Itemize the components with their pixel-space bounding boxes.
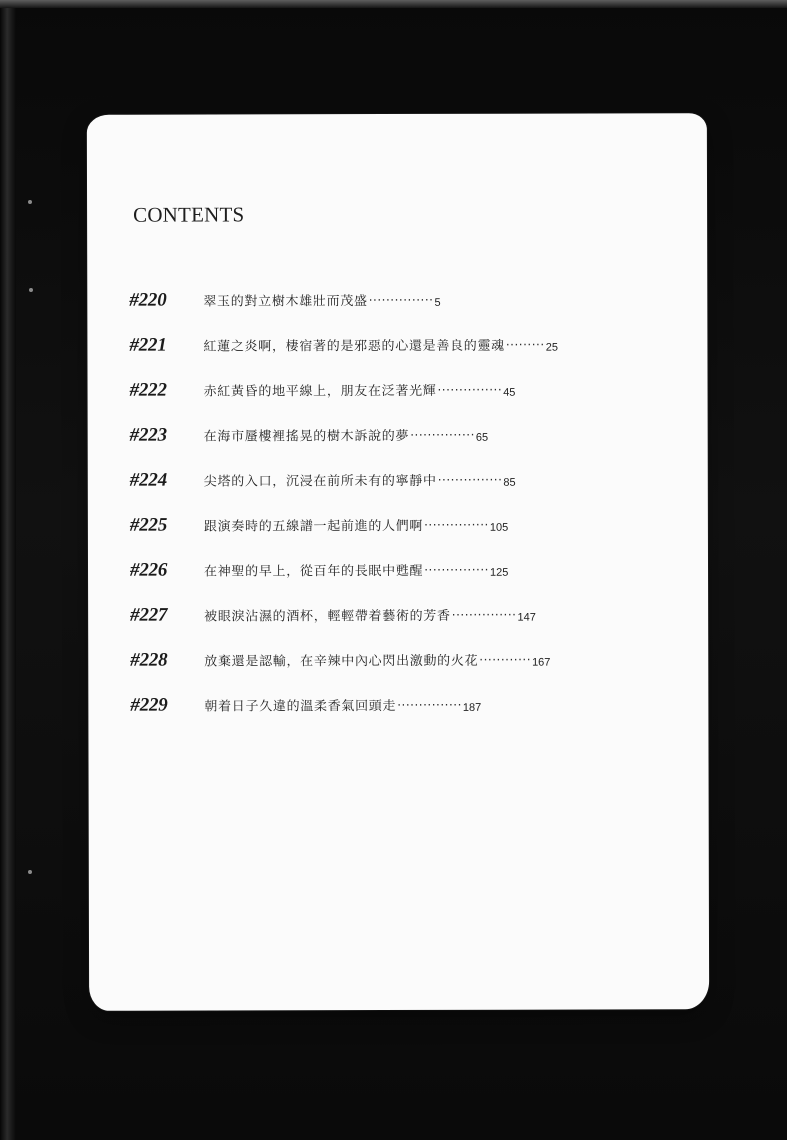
- toc-entry-225: [130, 501, 675, 547]
- chapter-number: #226: [129, 559, 168, 581]
- toc-entry-221: [129, 321, 674, 367]
- chapter-page-number: 5: [434, 296, 441, 309]
- chapter-title: 被眼淚沾濕的酒杯，輕輕帶着藝術的芳香: [204, 608, 451, 625]
- toc-entry-224: [130, 456, 675, 502]
- toc-entry-227: [130, 591, 675, 637]
- chapter-page-number: 25: [545, 341, 558, 354]
- chapter-page-number: 45: [503, 386, 516, 399]
- chapter-number: #224: [129, 469, 168, 491]
- chapter-page-number: 167: [532, 656, 551, 669]
- toc-entry-228: [130, 636, 675, 682]
- toc-entry-222: [129, 366, 674, 412]
- toc-entry-229: [130, 681, 675, 727]
- chapter-title: 紅蓮之炎啊，棲宿著的是邪惡的心還是善良的靈魂: [203, 338, 505, 355]
- chapter-number: #223: [129, 424, 167, 446]
- contents-card: [87, 113, 709, 1011]
- chapter-number: #227: [130, 604, 168, 626]
- chapter-number: #220: [129, 289, 167, 311]
- dot-leader: ···············: [368, 292, 434, 307]
- chapter-title: 在海市蜃樓裡搖晃的樹木訴說的夢: [203, 428, 410, 445]
- chapter-page-number: 187: [462, 701, 482, 714]
- chapter-number: #222: [129, 379, 167, 401]
- chapter-page-number: 85: [503, 476, 516, 489]
- page-edge-marks: [28, 200, 32, 900]
- dot-leader: ···············: [424, 562, 489, 577]
- dot-leader: ···············: [437, 472, 503, 487]
- chapter-number: #221: [129, 334, 167, 356]
- chapter-title: 放棄還是認輸，在辛辣中內心閃出激動的火花: [204, 653, 479, 670]
- table-of-contents: [129, 276, 675, 727]
- chapter-number: #228: [130, 649, 168, 671]
- dot-leader: ············: [479, 652, 532, 667]
- dot-leader: ···············: [424, 517, 489, 532]
- chapter-page-number: 105: [489, 521, 509, 534]
- chapter-title: 尖塔的入口，沉浸在前所未有的寧靜中: [203, 473, 437, 490]
- contents-title: CONTENTS: [133, 202, 245, 227]
- dot-leader: ···············: [451, 607, 517, 622]
- toc-entry-220: [129, 276, 674, 322]
- dot-leader: ···············: [397, 697, 462, 712]
- dot-leader: ···············: [437, 382, 503, 397]
- chapter-page-number: 125: [489, 566, 509, 579]
- chapter-title: 在神聖的早上，從百年的長眠中甦醒: [204, 563, 424, 580]
- chapter-number: #229: [130, 694, 168, 716]
- chapter-page-number: 147: [517, 611, 536, 624]
- dot-leader: ···············: [410, 427, 475, 442]
- chapter-number: #225: [129, 514, 168, 536]
- chapter-title: 赤紅黃昏的地平線上，朋友在泛著光輝: [203, 383, 437, 400]
- dot-leader: ·········: [505, 337, 545, 352]
- chapter-page-number: 65: [475, 431, 489, 444]
- chapter-title: 翠玉的對立樹木雄壯而茂盛: [203, 294, 368, 310]
- toc-entry-226: [130, 546, 675, 592]
- chapter-title: 朝着日子久違的溫柔香氣回頭走: [204, 699, 397, 715]
- chapter-title: 跟演奏時的五線譜一起前進的人們啊: [203, 518, 424, 535]
- toc-entry-223: [130, 411, 675, 457]
